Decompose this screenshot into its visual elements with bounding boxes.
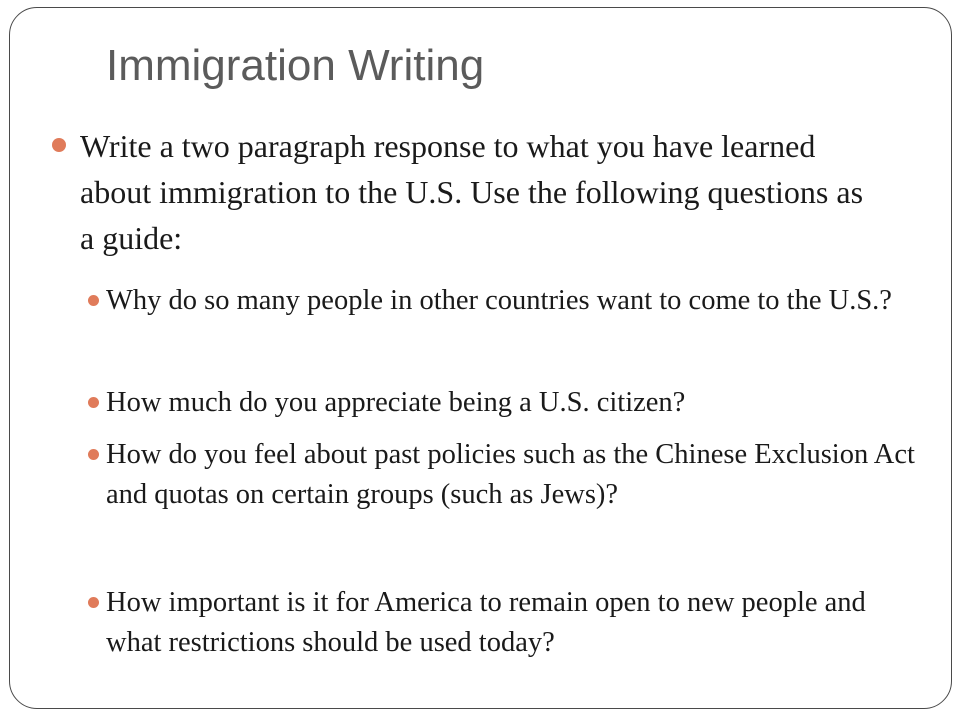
sub-bullet-icon [88,449,99,460]
slide-title: Immigration Writing [106,41,485,90]
sub-bullet-icon [88,295,99,306]
main-bullet-icon [52,138,66,152]
sub-bullet-2: How much do you appreciate being a U.S. citizen? [106,387,686,418]
main-bullet-text: Write a two paragraph response to what you have learned about immigration to the U.S. Use the following questions as a guide: [80,128,864,256]
sub-bullet-3: How do you feel about past policies such as the Chinese Exclusion Act and quotas on certain groups (such as Jews)? [106,439,915,510]
sub-bullet-4: How important is it for America to remain open to new people and what restrictions should be used today? [106,587,866,658]
sub-bullet-icon [88,397,99,408]
sub-bullet-1: Why do so many people in other countries want to come to the U.S.? [106,285,892,316]
sub-bullet-icon [88,597,99,608]
